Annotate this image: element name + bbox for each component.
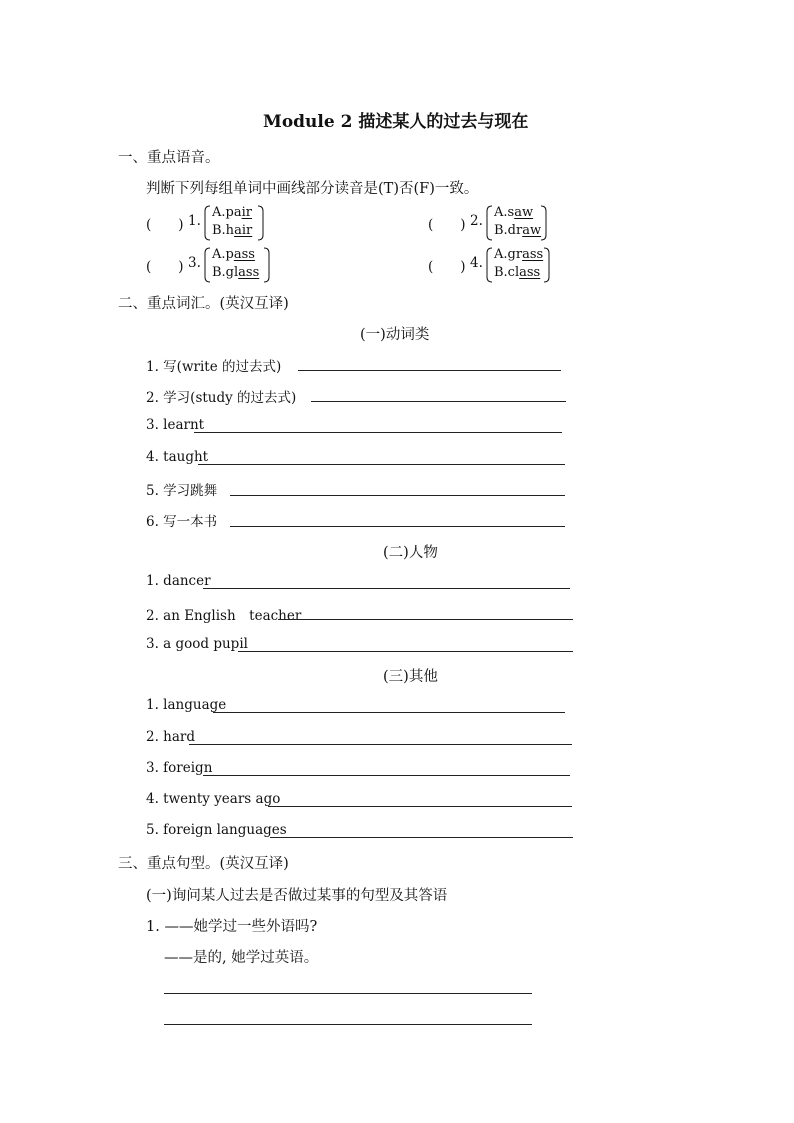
- answer-line[interactable]: [230, 526, 565, 527]
- answer-line[interactable]: [311, 401, 566, 402]
- answer-paren[interactable]: ( ): [428, 259, 466, 275]
- phonics-question: [146, 204, 276, 242]
- question-number: 3.: [188, 255, 201, 271]
- option-a: A.pair: [212, 205, 252, 220]
- answer-line[interactable]: [164, 1024, 532, 1025]
- option-a: A.pass: [212, 247, 255, 262]
- answer-line[interactable]: [278, 619, 573, 620]
- option-a: A.saw: [494, 205, 534, 220]
- answer-line[interactable]: [164, 993, 532, 994]
- option-b: B.glass: [212, 265, 260, 280]
- section1-instruction: 判断下列每组单词中画线部分读音是(T)否(F)一致。: [146, 181, 479, 197]
- vocab-item: 3. foreign: [146, 760, 213, 776]
- vocab-item: 3. a good pupil: [146, 636, 248, 652]
- vocab-item: 4. taught: [146, 449, 209, 465]
- left-brace-icon: [485, 247, 493, 283]
- option-b: B.draw: [494, 223, 542, 238]
- vocab-item: 2. hard: [146, 729, 196, 745]
- subheading-verbs: (一)动词类: [360, 327, 430, 343]
- section3-subheading: (一)询问某人过去是否做过某事的句型及其答语: [146, 888, 448, 904]
- page-title: Module 2 描述某人的过去与现在: [263, 112, 529, 132]
- answer-line[interactable]: [213, 712, 565, 713]
- section1-heading: 一、重点语音。: [118, 150, 220, 166]
- vocab-item: 2. an English teacher: [146, 608, 302, 624]
- answer-line[interactable]: [194, 432, 562, 433]
- option-b: B.class: [494, 265, 541, 280]
- answer-line[interactable]: [268, 806, 572, 807]
- vocab-item: 6. 写一本书: [146, 514, 218, 530]
- right-brace-icon: [263, 247, 271, 283]
- vocab-item: 2. 学习(study 的过去式): [146, 390, 297, 406]
- answer-line[interactable]: [238, 651, 573, 652]
- left-brace-icon: [203, 247, 211, 283]
- subheading-others: (三)其他: [383, 669, 438, 685]
- answer-line[interactable]: [203, 775, 570, 776]
- answer-line[interactable]: [298, 370, 561, 371]
- answer-line[interactable]: [198, 464, 565, 465]
- section2-heading: 二、重点词汇。(英汉互译): [118, 296, 289, 312]
- right-brace-icon: [543, 247, 551, 283]
- question-number: 1.: [188, 213, 201, 229]
- vocab-item: 1. dancer: [146, 573, 211, 589]
- left-brace-icon: [485, 205, 493, 241]
- sentence-answer: ——是的, 她学过英语。: [164, 950, 319, 966]
- answer-paren[interactable]: ( ): [428, 217, 466, 233]
- option-a: A.grass: [494, 247, 544, 262]
- answer-line[interactable]: [189, 744, 572, 745]
- question-number: 2.: [470, 213, 483, 229]
- phonics-question: [146, 246, 276, 284]
- phonics-question: [428, 204, 558, 242]
- answer-line[interactable]: [203, 588, 570, 589]
- vocab-item: 1. language: [146, 697, 227, 713]
- right-brace-icon: [257, 205, 265, 241]
- vocab-item: 5. foreign languages: [146, 822, 287, 838]
- vocab-item: 3. learnt: [146, 417, 205, 433]
- question-number: 4.: [470, 255, 483, 271]
- vocab-item: 1. 写(write 的过去式): [146, 359, 282, 375]
- right-brace-icon: [540, 205, 548, 241]
- phonics-question: [428, 246, 558, 284]
- answer-line[interactable]: [270, 837, 573, 838]
- section3-heading: 三、重点句型。(英汉互译): [118, 856, 289, 872]
- subheading-people: (二)人物: [383, 545, 438, 561]
- left-brace-icon: [203, 205, 211, 241]
- sentence-question: 1. ——她学过一些外语吗?: [146, 919, 318, 935]
- answer-paren[interactable]: ( ): [146, 217, 184, 233]
- vocab-item: 4. twenty years ago: [146, 791, 281, 807]
- vocab-item: 5. 学习跳舞: [146, 483, 218, 499]
- answer-paren[interactable]: ( ): [146, 259, 184, 275]
- option-b: B.hair: [212, 223, 253, 238]
- answer-line[interactable]: [230, 495, 565, 496]
